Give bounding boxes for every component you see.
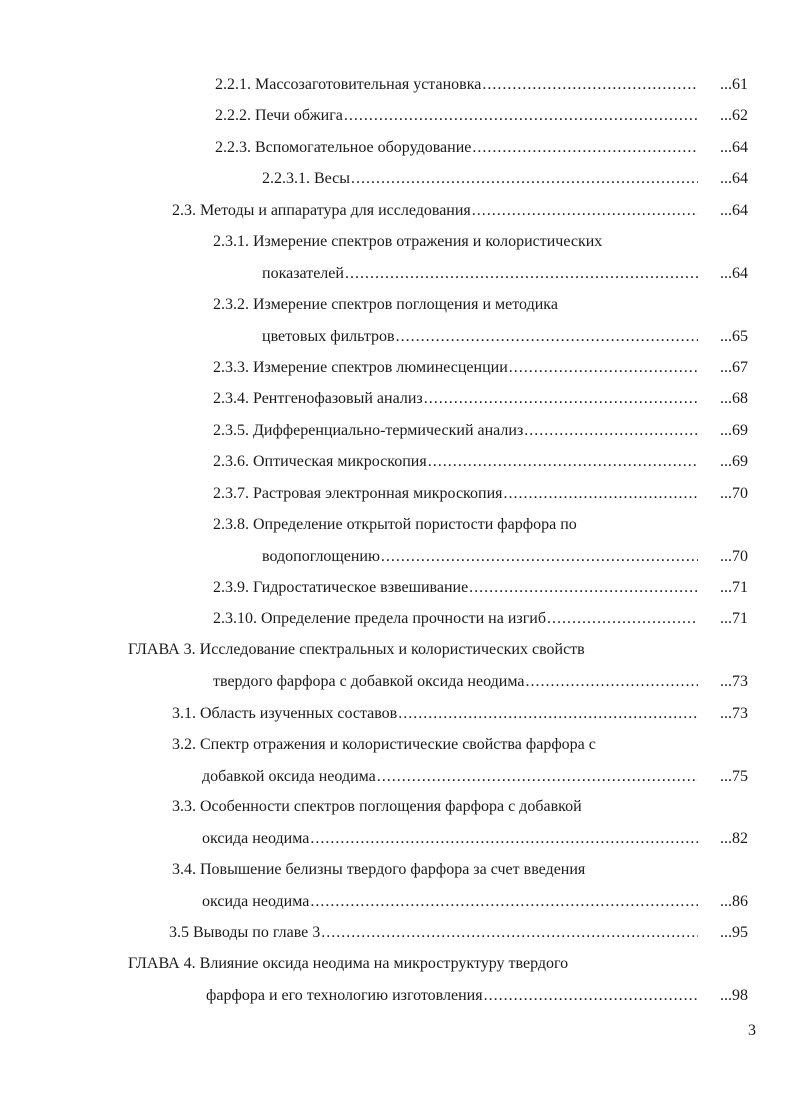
toc-entry: [213, 577, 748, 599]
toc-entry-page: ...73: [720, 673, 748, 690]
toc-entry-title: 2.3.9. Гидростатическое взвешивание: [213, 579, 469, 596]
toc-entry-title: 2.3.7. Растровая электронная микроскопия: [213, 485, 503, 502]
toc-entry: [262, 326, 748, 348]
dot-leader: [344, 105, 698, 127]
toc-entry-page: ...67: [720, 359, 748, 376]
toc-entry: [169, 922, 748, 944]
toc-entry-title: 3.2. Спектр отражения и колористические свойства фарфора с: [172, 736, 596, 753]
toc-entry-title: 2.3.10. Определение предела прочности на изгиб: [213, 610, 546, 627]
toc-entry-title: 2.2.1. Массозаготовительная установка: [215, 76, 482, 93]
toc-entry-title: 2.3.8. Определение открытой пористости фарфора по: [213, 516, 577, 533]
toc-entry: [213, 608, 748, 630]
toc-entry-page: ...70: [720, 485, 748, 502]
dot-leader: [428, 451, 698, 473]
toc-entry: [206, 985, 748, 1007]
dot-leader: [472, 200, 698, 222]
toc-entry-page: ...95: [720, 924, 748, 941]
toc-entry-title: 2.3. Методы и аппаратура для исследования: [172, 202, 471, 219]
toc-entry-page: ...62: [720, 107, 748, 124]
toc-entry-title: 3.5 Выводы по главе 3: [169, 924, 321, 941]
toc-entry-page: ...86: [720, 893, 748, 910]
chapter-title: ГЛАВА 4. Влияние оксида неодима на микроструктуру твердого: [128, 955, 569, 972]
toc-entry-title: 2.2.3.1. Весы: [262, 170, 351, 187]
dot-leader: [504, 483, 699, 505]
dot-leader: [345, 263, 698, 285]
toc-entry-title: водопоглощению: [262, 548, 380, 565]
toc-entry-title: фарфора и его технологию изготовления: [206, 987, 483, 1004]
dot-leader: [525, 671, 698, 693]
dot-leader: [310, 891, 698, 913]
dot-leader: [398, 703, 698, 725]
chapter-title: ГЛАВА 3. Исследование спектральных и колористических свойств: [128, 641, 585, 658]
toc-entry: [202, 766, 748, 788]
dot-leader: [424, 388, 698, 410]
dot-leader: [310, 828, 698, 850]
toc-entry-title: 3.1. Область изученных составов: [172, 705, 398, 722]
dot-leader: [547, 608, 698, 630]
dot-leader: [472, 137, 698, 159]
toc-entry: [172, 703, 748, 725]
dot-leader: [524, 420, 698, 442]
toc-entry-page: ...61: [720, 76, 748, 93]
toc-entry-title: добавкой оксида неодима: [202, 768, 376, 785]
toc-entry: [213, 483, 748, 505]
toc-entry-title: 2.3.3. Измерение спектров люминесценции: [213, 359, 508, 376]
toc-entry: [213, 420, 748, 442]
toc-entry-title: 2.2.2. Печи обжига: [215, 107, 343, 124]
toc-entry-page: ...65: [720, 328, 748, 345]
toc-entry-title: 2.3.2. Измерение спектров поглощения и методика: [213, 296, 558, 313]
dot-leader: [351, 168, 698, 190]
dot-leader: [321, 922, 698, 944]
toc-entry-page: ...64: [720, 265, 748, 282]
toc-entry-page: ...71: [720, 610, 748, 627]
toc-entry-title: цветовых фильтров: [262, 328, 395, 345]
toc-entry-title: 2.2.3. Вспомогательное оборудование: [215, 139, 472, 156]
toc-entry: [215, 105, 748, 127]
toc-entry-page: ...82: [720, 830, 748, 847]
toc-entry-title: 2.3.1. Измерение спектров отражения и колористических: [213, 233, 603, 250]
toc-entry: [215, 137, 748, 159]
toc-entry-title: 3.4. Повышение белизны твердого фарфора за счет введения: [172, 861, 586, 878]
toc-entry-title: 2.3.6. Оптическая микроскопия: [213, 453, 427, 470]
toc-entry-title: твердого фарфора с добавкой оксида неодима: [213, 673, 525, 690]
toc-entry-title: 2.3.5. Дифференциально-термический анализ: [213, 422, 524, 439]
toc-entry-title: 2.3.4. Рентгенофазовый анализ: [213, 390, 423, 407]
toc-entry-page: ...75: [720, 768, 748, 785]
dot-leader: [377, 766, 698, 788]
toc-entry-page: ...73: [720, 705, 748, 722]
toc-entry: [215, 74, 748, 96]
toc-entry-page: ...68: [720, 390, 748, 407]
toc-entry-page: ...69: [720, 422, 748, 439]
toc-entry: [172, 200, 748, 222]
toc-entry-title: оксида неодима: [202, 830, 310, 847]
dot-leader: [469, 577, 698, 599]
page-number: 3: [748, 1022, 756, 1039]
toc-entry: [262, 546, 748, 568]
toc-entry-title: показателей: [262, 265, 344, 282]
toc-entry-page: ...64: [720, 170, 748, 187]
toc-entry: [213, 671, 748, 693]
toc-entry: [202, 891, 748, 913]
dot-leader: [381, 546, 698, 568]
toc-entry: [213, 357, 748, 379]
dot-leader: [484, 985, 698, 1007]
toc-entry: [262, 168, 748, 190]
toc-entry-title: 3.3. Особенности спектров поглощения фарфора с добавкой: [172, 798, 582, 815]
dot-leader: [396, 326, 698, 348]
toc-entry: [262, 263, 748, 285]
toc-entry-page: ...64: [720, 202, 748, 219]
toc-entry-page: ...69: [720, 453, 748, 470]
toc-entry-page: ...71: [720, 579, 748, 596]
toc-entry: [202, 828, 748, 850]
toc-entry: [213, 388, 748, 410]
toc-entry-page: ...70: [720, 548, 748, 565]
toc-entry-title: оксида неодима: [202, 893, 310, 910]
toc-entry-page: ...64: [720, 139, 748, 156]
dot-leader: [509, 357, 698, 379]
toc-entry: [213, 451, 748, 473]
toc-entry-page: ...98: [720, 987, 748, 1004]
dot-leader: [482, 74, 698, 96]
